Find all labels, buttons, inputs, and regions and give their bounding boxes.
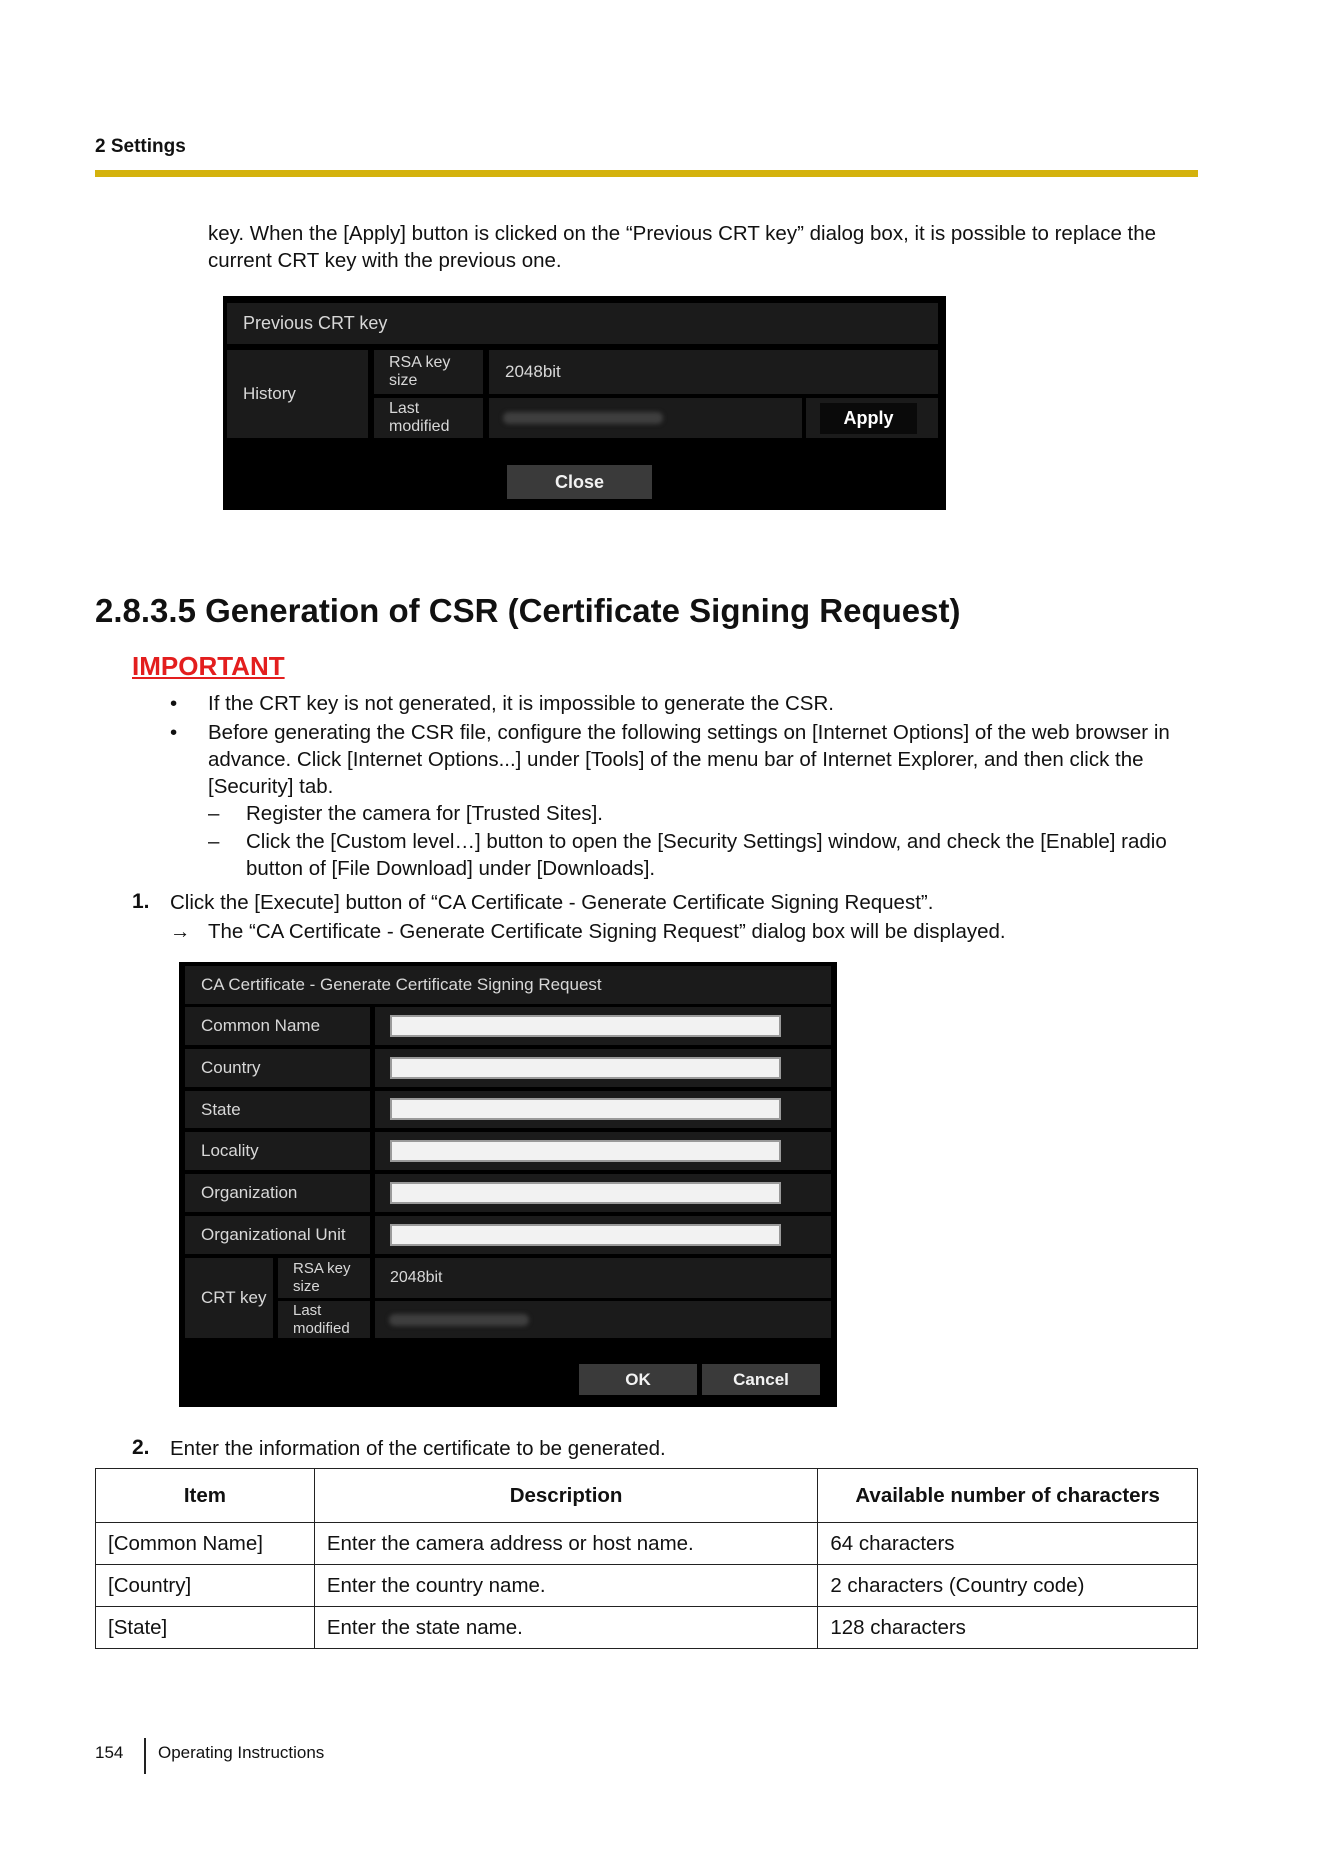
organization-input[interactable] (390, 1182, 781, 1204)
close-button[interactable]: Close (507, 465, 652, 499)
dash-marker: – (208, 802, 220, 825)
blurred-date (503, 412, 663, 424)
last-modified-label: Last modified (374, 398, 483, 438)
locality-input[interactable] (390, 1140, 781, 1162)
cancel-button[interactable]: Cancel (702, 1364, 820, 1395)
step-text: Click the [Execute] button of “CA Certificate - Generate Certificate Signing Request”. (170, 891, 934, 914)
important-label: IMPORTANT (132, 651, 285, 681)
bullet-marker: • (170, 721, 178, 744)
apply-button[interactable]: Apply (820, 403, 917, 434)
step-number: 1. (132, 890, 150, 913)
dash-marker: – (208, 830, 220, 853)
common-name-input[interactable] (390, 1015, 781, 1037)
organizational-unit-input[interactable] (390, 1224, 781, 1246)
field-label-organizational-unit: Organizational Unit (185, 1216, 370, 1254)
column-header: Description (314, 1469, 817, 1523)
ok-button[interactable]: OK (579, 1364, 697, 1395)
certificate-fields-table (95, 1468, 1198, 1649)
table-cell: [Common Name] (96, 1523, 315, 1565)
section-heading: 2.8.3.5 Generation of CSR (Certificate Signing Request) (95, 592, 961, 629)
last-modified-value (375, 1301, 831, 1338)
header-rule (95, 170, 1198, 177)
table-cell: Enter the state name. (314, 1607, 817, 1649)
step-number: 2. (132, 1436, 150, 1459)
bullet-item: Before generating the CSR file, configure the following settings on [Internet Options] of the web browser in advance. Click [Internet Options...] under [Tools] of the menu bar of Internet Explorer, and then click the [Security] tab. (208, 721, 1170, 798)
dash-item: Register the camera for [Trusted Sites]. (246, 802, 603, 825)
bullet-marker: • (170, 692, 178, 715)
table-cell: 2 characters (Country code) (818, 1565, 1198, 1607)
field-label-state: State (185, 1091, 370, 1128)
table-cell: 64 characters (818, 1523, 1198, 1565)
last-modified-label: Last modified (278, 1301, 370, 1338)
crt-key-label: CRT key (185, 1258, 273, 1338)
bullet-item: If the CRT key is not generated, it is impossible to generate the CSR. (208, 692, 834, 715)
rsa-key-size-label: RSA key size (374, 350, 483, 394)
table-cell: Enter the camera address or host name. (314, 1523, 817, 1565)
column-header: Available number of characters (818, 1469, 1198, 1523)
previous-crt-key-dialog (223, 296, 946, 510)
table-cell: [Country] (96, 1565, 315, 1607)
dialog-title: Previous CRT key (227, 303, 938, 344)
table-row (96, 1523, 1198, 1565)
step-text: Enter the information of the certificate to be generated. (170, 1437, 666, 1460)
dialog-title: CA Certificate - Generate Certificate Signing Request (185, 966, 831, 1004)
field-label-country: Country (185, 1049, 370, 1087)
field-label-common-name: Common Name (185, 1007, 370, 1045)
page-number: 154 (95, 1743, 124, 1762)
result-arrow: → (170, 920, 191, 943)
footer-title: Operating Instructions (158, 1743, 325, 1762)
rsa-key-size-value: 2048bit (489, 350, 938, 394)
last-modified-value (489, 398, 802, 438)
running-header: 2 Settings (95, 136, 186, 157)
blurred-date (389, 1314, 529, 1326)
field-label-organization: Organization (185, 1174, 370, 1212)
table-header-row (96, 1469, 1198, 1523)
table-row (96, 1565, 1198, 1607)
column-header: Item (96, 1469, 315, 1523)
rsa-key-size-value: 2048bit (375, 1258, 831, 1298)
dash-item: Click the [Custom level…] button to open the [Security Settings] window, and check the [Enable] radio button of [File Download] under [Downloads]. (246, 830, 1167, 880)
table-cell: [State] (96, 1607, 315, 1649)
intro-paragraph: key. When the [Apply] button is clicked on the “Previous CRT key” dialog box, it is possible to replace the current CRT key with the previous one. (208, 222, 1157, 272)
table-row (96, 1607, 1198, 1649)
table-cell: Enter the country name. (314, 1565, 817, 1607)
field-label-locality: Locality (185, 1132, 370, 1170)
step-result: The “CA Certificate - Generate Certificate Signing Request” dialog box will be displayed. (208, 920, 1006, 943)
rsa-key-size-label: RSA key size (278, 1258, 370, 1298)
csr-dialog (179, 962, 837, 1407)
table-cell: 128 characters (818, 1607, 1198, 1649)
history-label: History (227, 350, 368, 438)
footer-separator (144, 1738, 146, 1774)
country-input[interactable] (390, 1057, 781, 1079)
state-input[interactable] (390, 1098, 781, 1120)
